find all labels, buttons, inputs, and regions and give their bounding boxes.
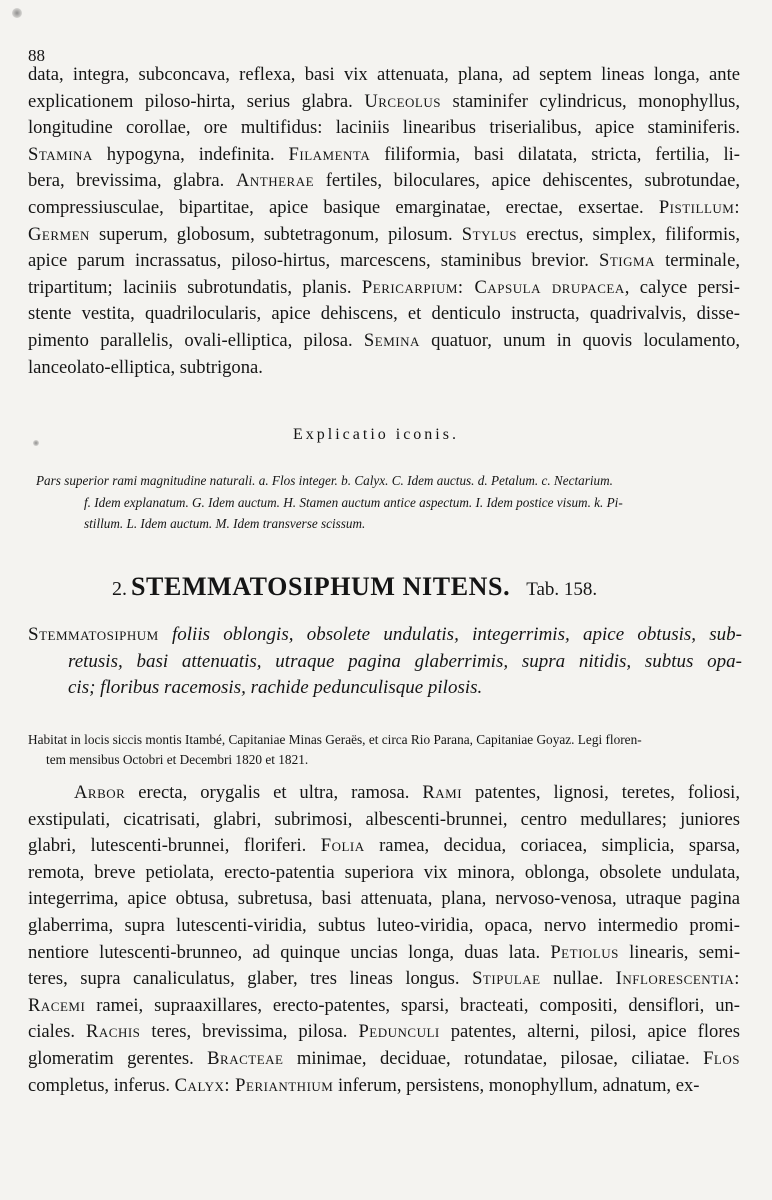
text-run: hypogyna, indefinita. bbox=[92, 143, 289, 165]
text-run: tripartitum; laciniis subrotundatis, planis. bbox=[28, 276, 362, 298]
term-small-caps: Calyx: Perianthium bbox=[174, 1074, 334, 1096]
term-small-caps: Arbor bbox=[74, 782, 126, 803]
diagnosis-line: foliis oblongis, obsolete undulatis, integerrimis, apice obtusis, sub- bbox=[158, 624, 742, 645]
description-paragraph-2 bbox=[28, 780, 740, 1099]
text-run: superum, globosum, subtetragonum, pilosum. bbox=[89, 223, 462, 245]
text-run: compressiusculae, bipartitae, apice basique emarginatae, erectae, exsertae. bbox=[28, 196, 659, 218]
term-small-caps: Racemi bbox=[28, 994, 86, 1016]
term-small-caps: Rami bbox=[422, 782, 463, 803]
text-run: data, integra, subconcava, reflexa, basi vix attenuata, plana, ad septem lineas longa, ante bbox=[28, 64, 740, 85]
text-run: terminale, bbox=[654, 250, 740, 272]
text-run: completus, inferus. bbox=[28, 1074, 175, 1096]
text-line bbox=[28, 355, 740, 382]
habitat-line: Habitat in locis siccis montis Itambé, Capitaniae Minas Geraës, et circa Rio Parana, Capitaniae Goyaz. Legi floren- bbox=[28, 732, 642, 747]
plate-reference: Tab. 158. bbox=[526, 579, 598, 600]
term-small-caps: Stigma bbox=[599, 250, 655, 272]
figure-explanation-line: f. Idem explanatum. G. Idem auctum. H. Stamen auctum antice aspectum. I. Idem postice visum. k. Pi- bbox=[84, 494, 623, 510]
description-paragraph-1 bbox=[28, 62, 740, 381]
term-small-caps: Semina bbox=[363, 329, 420, 351]
text-run: teres, supra canaliculatus, glaber, tres lineas longus. bbox=[28, 968, 473, 990]
term-small-caps: Urceolus bbox=[364, 90, 441, 112]
ink-spot bbox=[33, 440, 39, 446]
habitat-note bbox=[28, 730, 742, 770]
text-run: remota, breve petiolata, erecto-patentia superiora vix minora, oblonga, obsolete undulata, bbox=[28, 861, 740, 883]
diagnosis-line: retusis, basi attenuatis, utraque pagina glaberrimis, supra nitidis, subtus opa- bbox=[68, 650, 742, 672]
text-run: glaberrima, supra lutescenti-viridia, subtus luteo-viridia, opaca, nervo intermedio promi- bbox=[28, 914, 740, 936]
text-line bbox=[28, 195, 740, 222]
term-small-caps: Folia bbox=[320, 835, 365, 857]
text-run: patentes, alterni, pilosi, apice flores bbox=[439, 1021, 740, 1043]
term-small-caps: Stipulae bbox=[472, 968, 541, 990]
diagnosis-genus: Stemmatosiphum bbox=[28, 624, 159, 645]
text-run: bera, brevissima, glabra. bbox=[28, 170, 236, 192]
text-run: exstipulati, cicatrisati, glabri, subrimosi, albescenti-brunnei, centro medullares; juniores bbox=[28, 808, 740, 830]
text-run: nullae. bbox=[540, 968, 616, 990]
term-small-caps: Filamenta bbox=[288, 143, 371, 165]
text-run: fertiles, biloculares, apice dehiscentes, subrotundae, bbox=[314, 170, 741, 192]
text-run: , calyce persi- bbox=[624, 276, 740, 298]
term-small-caps: Bracteae bbox=[207, 1047, 284, 1069]
text-line bbox=[28, 1019, 740, 1046]
text-run: integerrima, apice obtusa, subretusa, basi attenuata, plana, nervoso-venosa, utraque pagina bbox=[28, 888, 740, 910]
species-number: 2. bbox=[112, 578, 127, 600]
term-small-caps: Stamina bbox=[28, 143, 93, 165]
ink-spot bbox=[12, 8, 22, 18]
text-run: minimae, deciduae, rotundatae, pilosae, ciliatae. bbox=[283, 1047, 704, 1069]
page-number: 88 bbox=[28, 46, 45, 65]
text-run: filiformia, basi dilatata, stricta, fertilia, li- bbox=[370, 143, 740, 165]
text-run: pimento parallelis, ovali-elliptica, pilosa. bbox=[28, 329, 364, 351]
text-line bbox=[28, 780, 740, 807]
text-line bbox=[28, 833, 740, 860]
text-line bbox=[28, 966, 740, 993]
text-run: stente vestita, quadrilocularis, apice dehiscens, et denticulo instructa, quadrivalvis, disse- bbox=[28, 303, 740, 325]
figure-explanation-line: stillum. L. Idem auctum. M. Idem transverse scissum. bbox=[84, 516, 366, 531]
text-line bbox=[28, 328, 740, 355]
term-small-caps: Germen bbox=[28, 223, 90, 245]
text-run: nentiore lutescenti-brunneo, ad quinque uncias longa, duas lata. bbox=[28, 941, 551, 963]
term-small-caps: Rachis bbox=[85, 1021, 141, 1043]
species-name: STEMMATOSIPHUM NITENS. bbox=[131, 572, 511, 601]
text-run: erecta, orygalis et ultra, ramosa. bbox=[125, 782, 423, 803]
text-run: linearis, semi- bbox=[618, 941, 741, 963]
text-run: patentes, lignosi, teretes, foliosi, bbox=[462, 782, 740, 803]
term-small-caps: Pedunculi bbox=[358, 1021, 440, 1043]
term-small-caps: Petiolus bbox=[550, 941, 619, 963]
section-heading: Explicatio iconis. bbox=[293, 426, 459, 443]
text-run: lanceolato-elliptica, subtrigona. bbox=[28, 356, 263, 378]
term-small-caps: Flos bbox=[703, 1047, 740, 1069]
text-line bbox=[28, 1073, 740, 1100]
term-small-caps: Stylus bbox=[461, 223, 518, 245]
text-run: inferum, persistens, monophyllum, adnatum, ex- bbox=[333, 1074, 700, 1096]
term-small-caps: Inflorescentia: bbox=[615, 968, 740, 990]
text-line bbox=[28, 115, 740, 142]
text-line bbox=[28, 275, 740, 302]
text-run: ciales. bbox=[28, 1021, 86, 1043]
text-line bbox=[28, 807, 740, 834]
text-run: longitudine corollae, ore multifidus: laciniis linearibus triserialibus, apice staminiferis. bbox=[28, 117, 740, 139]
text-line bbox=[28, 886, 740, 913]
text-run: glabri, lutescenti-brunnei, floriferi. bbox=[28, 835, 321, 857]
text-run: quatuor, unum in quovis loculamento, bbox=[419, 329, 741, 351]
text-run: staminifer cylindricus, monophyllus, bbox=[440, 90, 740, 112]
term-small-caps: Antherae bbox=[235, 170, 315, 192]
habitat-line: tem mensibus Octobri et Decembri 1820 et 1821. bbox=[46, 752, 309, 767]
text-run: apice parum incrassatus, piloso-hirtus, marcescens, staminibus brevior. bbox=[28, 250, 600, 272]
text-run: ramea, decidua, coriacea, simplicia, sparsa, bbox=[364, 835, 740, 857]
term-small-caps: Pistillum: bbox=[658, 196, 740, 218]
text-line bbox=[28, 168, 740, 195]
text-line bbox=[28, 248, 740, 275]
text-line bbox=[28, 993, 740, 1020]
species-diagnosis bbox=[28, 622, 742, 702]
species-title bbox=[112, 572, 712, 602]
text-line bbox=[28, 222, 740, 249]
text-run: teres, brevissima, pilosa. bbox=[140, 1021, 359, 1043]
text-line bbox=[28, 142, 740, 169]
figure-explanation bbox=[36, 470, 740, 535]
text-line bbox=[28, 940, 740, 967]
figure-explanation-line: Pars superior rami magnitudine naturali. a. Flos integer. b. Calyx. C. Idem auctus. d. Petalum. c. Nectarium. bbox=[36, 473, 613, 488]
text-line bbox=[28, 62, 740, 89]
text-run: ramei, supraaxillares, erecto-patentes, sparsi, bracteati, compositi, densiflori, un- bbox=[85, 994, 740, 1016]
text-line bbox=[28, 913, 740, 940]
text-line bbox=[28, 301, 740, 328]
term-small-caps: Pericarpium: Capsula drupacea bbox=[361, 276, 625, 298]
text-line bbox=[28, 860, 740, 887]
text-run: glomeratim gerentes. bbox=[28, 1047, 208, 1069]
text-line bbox=[28, 1046, 740, 1073]
text-line bbox=[28, 89, 740, 116]
text-run: erectus, simplex, filiformis, bbox=[517, 223, 741, 245]
text-run: explicationem piloso-hirta, serius glabra. bbox=[28, 90, 365, 112]
diagnosis-line: cis; floribus racemosis, rachide pedunculisque pilosis. bbox=[68, 677, 483, 698]
